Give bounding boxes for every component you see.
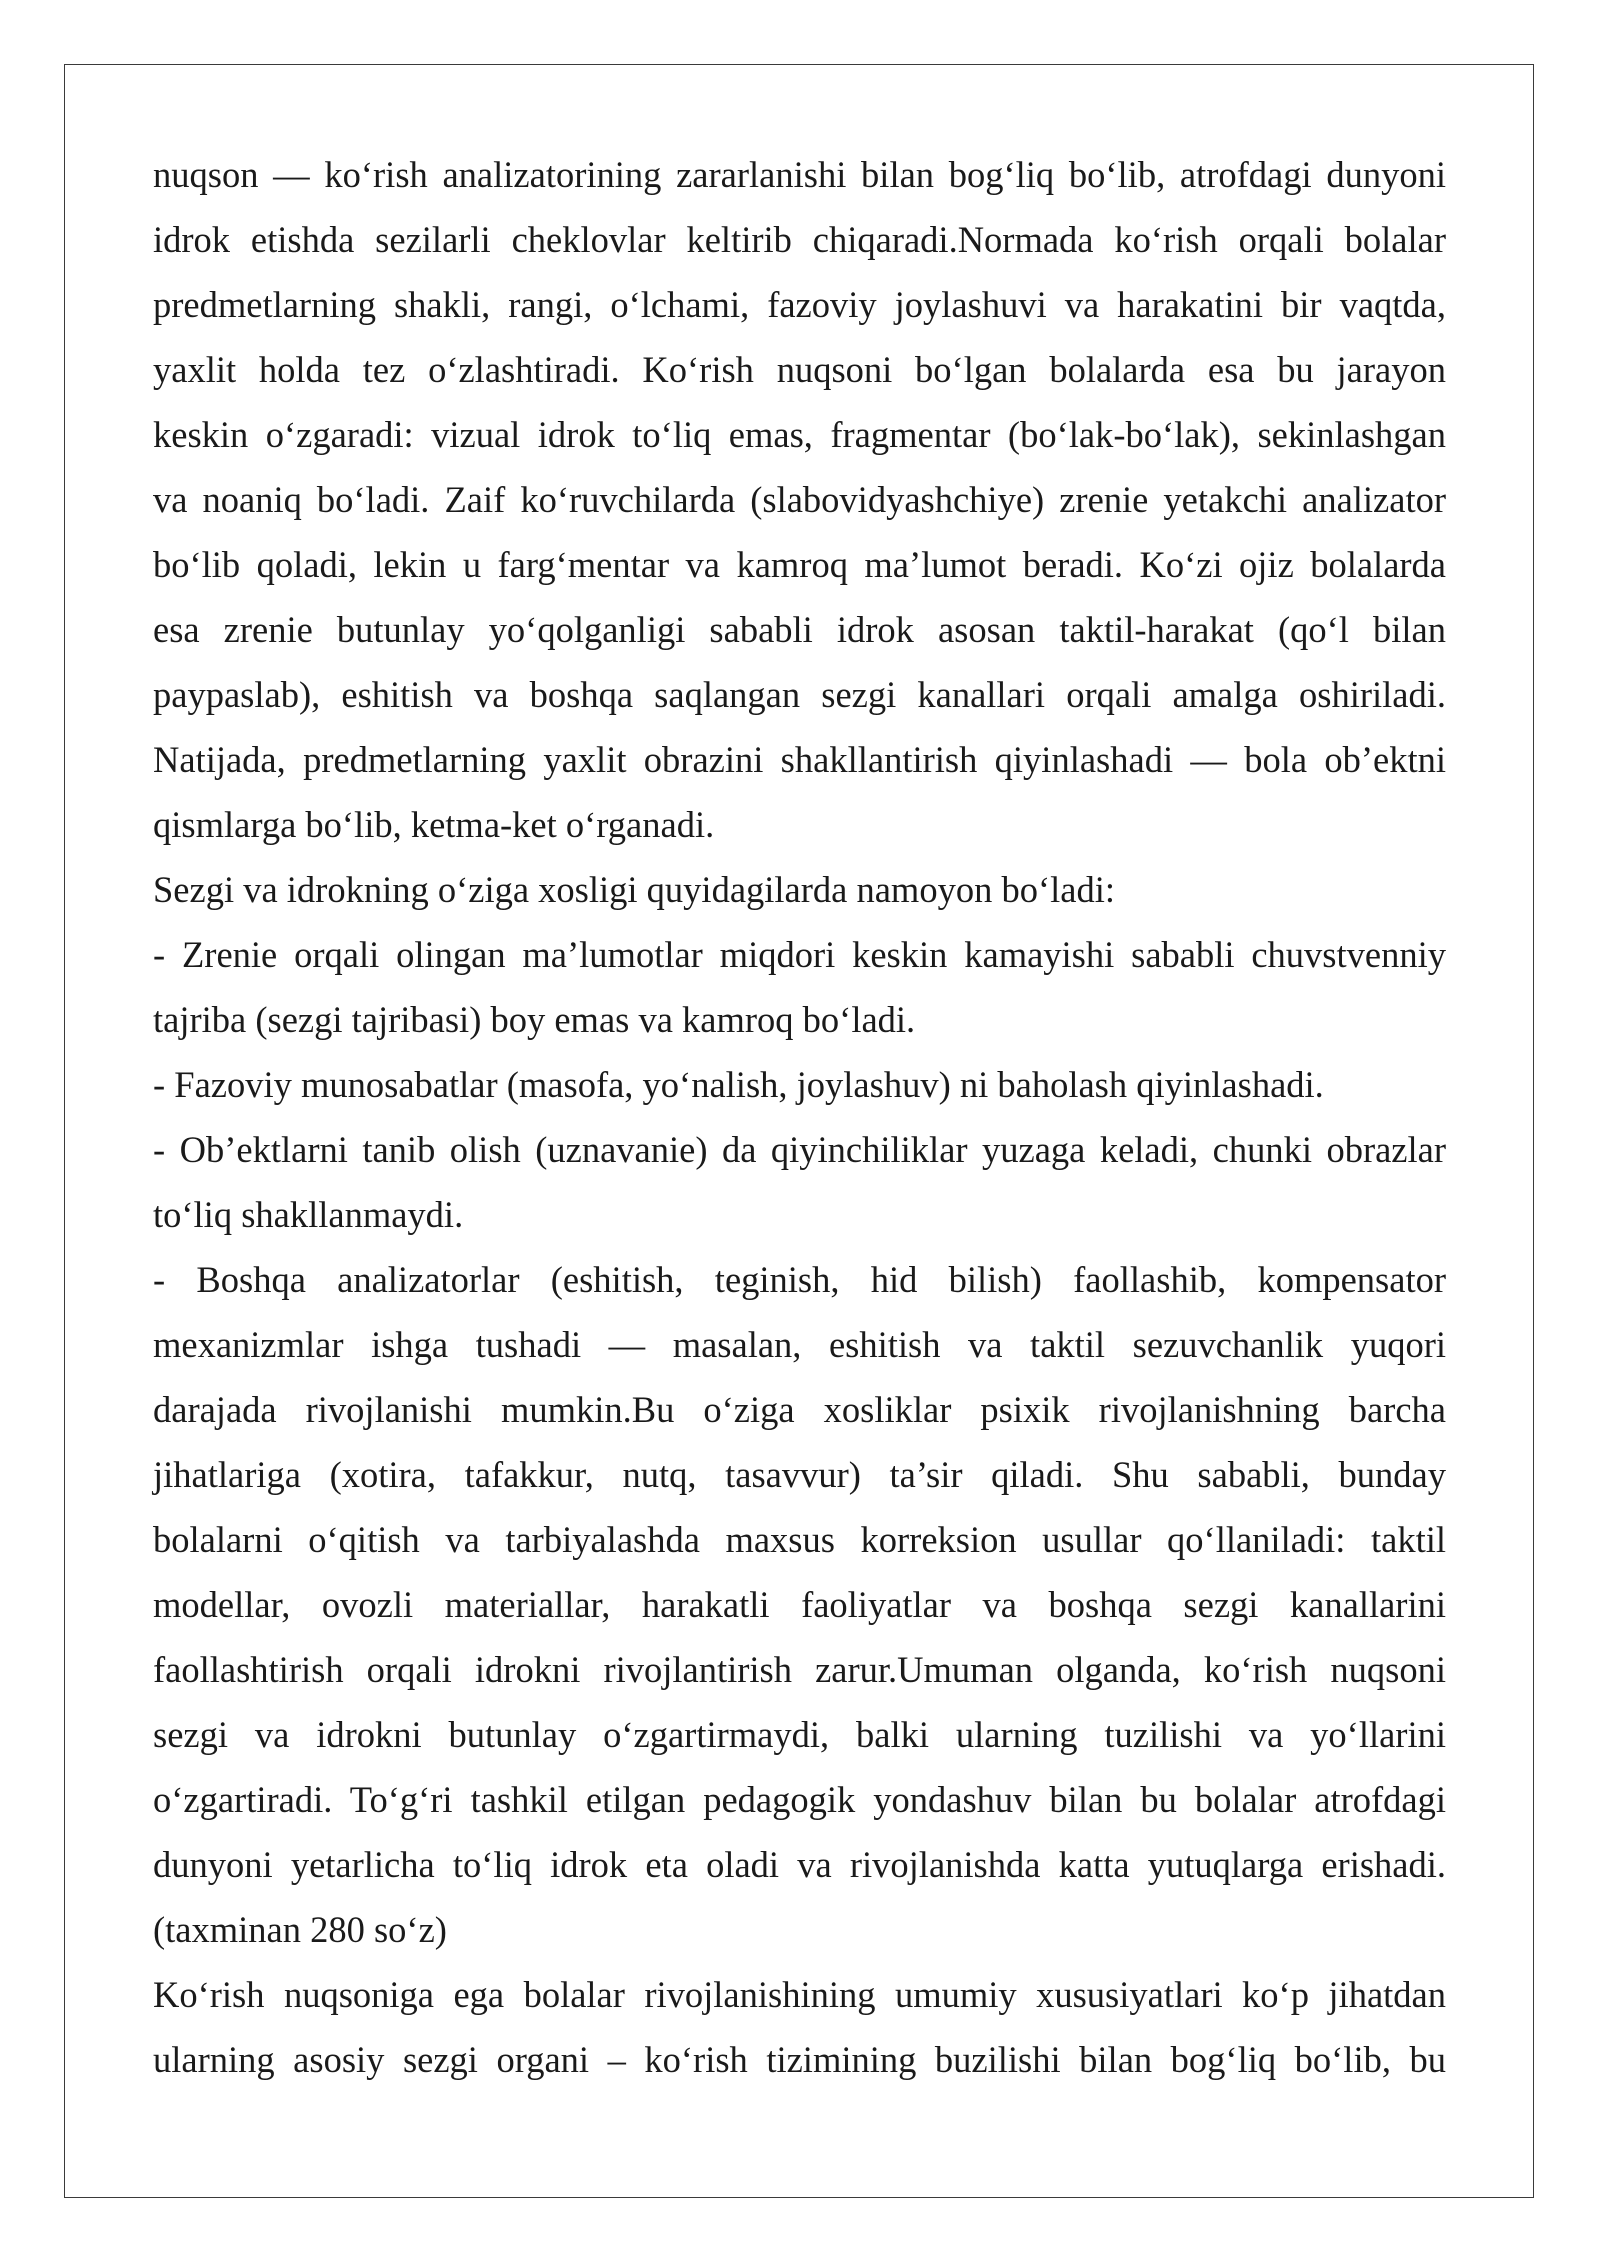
text-line: Sezgi va idrokning o‘ziga xosligi quyidagilarda namoyon bo‘ladi: [153, 869, 1115, 910]
text-line: predmetlarning shakli, rangi, o‘lchami, fazoviy joylashuvi va harakatini bir vaqtda, [153, 284, 1446, 325]
text-line: tajriba (sezgi tajribasi) boy emas va kamroq bo‘ladi. [153, 999, 916, 1040]
text-line: dunyoni yetarlicha to‘liq idrok eta oladi va rivojlanishda katta yutuqlarga erishadi. [153, 1844, 1446, 1885]
text-line: - Fazoviy munosabatlar (masofa, yo‘nalish, joylashuv) ni baholash qiyinlashadi. [153, 1064, 1324, 1105]
text-line: darajada rivojlanishi mumkin.Bu o‘ziga xosliklar psixik rivojlanishning barcha [153, 1389, 1446, 1430]
text-line: nuqson — ko‘rish analizatorining zararlanishi bilan bog‘liq bo‘lib, atrofdagi dunyoni [153, 154, 1446, 195]
text-line: va noaniq bo‘ladi. Zaif ko‘ruvchilarda (slabovidyashchiye) zrenie yetakchi analizator [153, 479, 1446, 520]
text-line: keskin o‘zgaradi: vizual idrok to‘liq emas, fragmentar (bo‘lak-bo‘lak), sekinlashgan [153, 414, 1446, 455]
text-line: bolalarni o‘qitish va tarbiyalashda maxsus korreksion usullar qo‘llaniladi: taktil [153, 1519, 1446, 1560]
text-line: - Ob’ektlarni tanib olish (uznavanie) da qiyinchiliklar yuzaga keladi, chunki obrazlar [153, 1129, 1446, 1170]
text-line: idrok etishda sezilarli cheklovlar keltirib chiqaradi.Normada ko‘rish orqali bolalar [153, 219, 1446, 260]
text-line: - Zrenie orqali olingan ma’lumotlar miqdori keskin kamayishi sababli chuvstvenniy [153, 934, 1446, 975]
text-line: Ko‘rish nuqsoniga ega bolalar rivojlanishining umumiy xususiyatlari ko‘p jihatdan [153, 1974, 1446, 2015]
text-line: o‘zgartiradi. To‘g‘ri tashkil etilgan pedagogik yondashuv bilan bu bolalar atrofdagi [153, 1779, 1446, 1820]
text-line: faollashtirish orqali idrokni rivojlantirish zarur.Umuman olganda, ko‘rish nuqsoni [153, 1649, 1446, 1690]
text-line: yaxlit holda tez o‘zlashtiradi. Ko‘rish nuqsoni bo‘lgan bolalarda esa bu jarayon [153, 349, 1446, 390]
text-line: qismlarga bo‘lib, ketma-ket o‘rganadi. [153, 804, 715, 845]
text-line: jihatlariga (xotira, tafakkur, nutq, tasavvur) ta’sir qiladi. Shu sababli, bunday [153, 1454, 1446, 1495]
text-line: to‘liq shakllanmaydi. [153, 1194, 464, 1235]
text-line: modellar, ovozli materiallar, harakatli faoliyatlar va boshqa sezgi kanallarini [153, 1584, 1446, 1625]
text-line: (taxminan 280 so‘z) [153, 1909, 447, 1950]
document-body [153, 148, 1446, 2098]
text-line: esa zrenie butunlay yo‘qolganligi sababli idrok asosan taktil-harakat (qo‘l bilan [153, 609, 1446, 650]
text-line: sezgi va idrokni butunlay o‘zgartirmaydi, balki ularning tuzilishi va yo‘llarini [153, 1714, 1446, 1755]
text-line: paypaslab), eshitish va boshqa saqlangan sezgi kanallari orqali amalga oshiriladi. [153, 674, 1446, 715]
text-line: - Boshqa analizatorlar (eshitish, teginish, hid bilish) faollashib, kompensator [153, 1259, 1446, 1300]
text-line: bo‘lib qoladi, lekin u farg‘mentar va kamroq ma’lumot beradi. Ko‘zi ojiz bolalarda [153, 544, 1446, 585]
text-line: mexanizmlar ishga tushadi — masalan, eshitish va taktil sezuvchanlik yuqori [153, 1324, 1446, 1365]
text-line: Natijada, predmetlarning yaxlit obrazini shakllantirish qiyinlashadi — bola ob’ektni [153, 739, 1446, 780]
text-line: ularning asosiy sezgi organi – ko‘rish tizimining buzilishi bilan bog‘liq bo‘lib, bu [153, 2039, 1446, 2080]
